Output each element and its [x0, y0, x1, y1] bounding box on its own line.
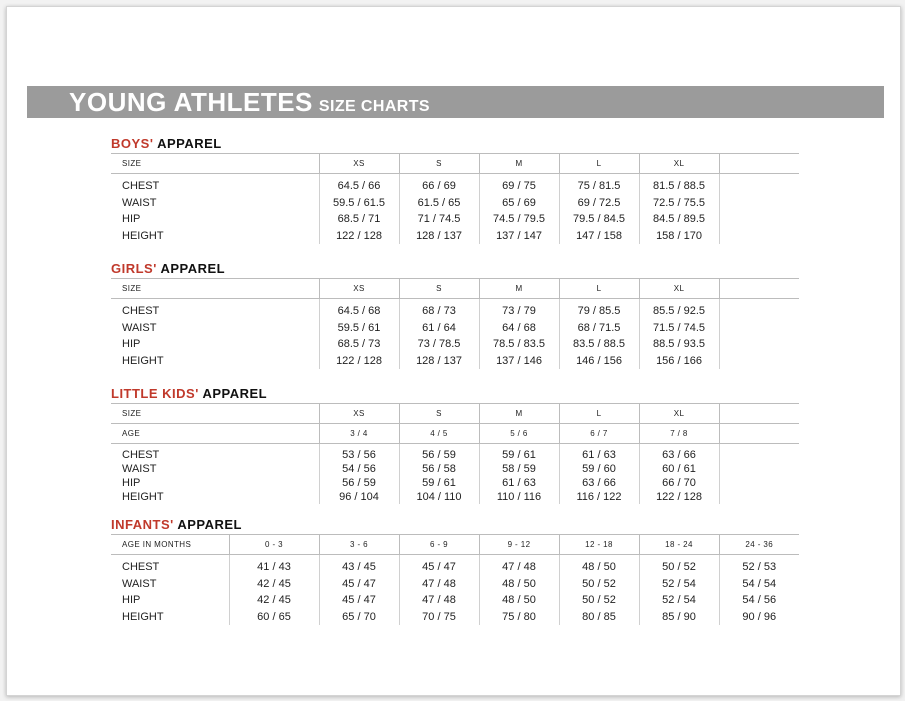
row-label: WAIST: [122, 463, 157, 475]
infants-col-header: 0 - 3: [229, 535, 319, 555]
table-cell: 68 / 71.5: [559, 320, 639, 337]
boys-col-header: M: [479, 154, 559, 174]
table-cell: 53 / 56: [319, 444, 399, 463]
table-cell: 61 / 63: [559, 444, 639, 463]
little-kids-col-header: XL: [639, 404, 719, 424]
table-cell: [719, 174, 799, 195]
table-cell: 96 / 104: [319, 490, 399, 504]
table-cell: 80 / 85: [559, 609, 639, 626]
table-cell: 43 / 45: [319, 555, 399, 576]
table-cell: 71.5 / 74.5: [639, 320, 719, 337]
table-cell: 45 / 47: [319, 592, 399, 609]
little-kids-col-header: L: [559, 404, 639, 424]
little-kids-col-header: M: [479, 404, 559, 424]
table-cell: 61 / 64: [399, 320, 479, 337]
document-page: [6, 6, 901, 696]
table-cell: [719, 320, 799, 337]
row-label: CHEST: [122, 305, 160, 318]
table-cell: 59 / 61: [399, 476, 479, 490]
table-cell: 47 / 48: [399, 592, 479, 609]
table-cell: 54 / 56: [319, 462, 399, 476]
boys-col-header: [719, 154, 799, 174]
table-cell: 50 / 52: [639, 555, 719, 576]
boys-col-header: XL: [639, 154, 719, 174]
table-cell: 60 / 65: [229, 609, 319, 626]
page-title-subtitle: SIZE CHARTS: [318, 98, 430, 115]
infants-col-header: 9 - 12: [479, 535, 559, 555]
table-cell: 60 / 61: [639, 462, 719, 476]
girls-col-header: L: [559, 279, 639, 299]
boys-row-hip: [111, 211, 799, 228]
table-cell: 88.5 / 93.5: [639, 336, 719, 353]
row-label: WAIST: [122, 321, 157, 334]
table-cell: 56 / 58: [399, 462, 479, 476]
infants-header-row: [111, 535, 799, 555]
table-cell: [719, 444, 799, 463]
girls-title-accent: GIRLS': [111, 261, 157, 276]
age-cell: 6 / 7: [559, 424, 639, 444]
little-kids-age-label: AGE: [111, 424, 319, 444]
boys-title-rest: APPAREL: [157, 136, 222, 151]
table-cell: 63 / 66: [559, 476, 639, 490]
table-cell: [719, 211, 799, 228]
girls-col-header: S: [399, 279, 479, 299]
row-label: CHEST: [122, 561, 160, 574]
row-label: CHEST: [122, 180, 160, 193]
row-label: HEIGHT: [122, 610, 164, 623]
table-cell: 52 / 54: [639, 592, 719, 609]
boys-row-waist: [111, 195, 799, 212]
table-cell: 54 / 56: [719, 592, 799, 609]
table-cell: 50 / 52: [559, 592, 639, 609]
table-cell: 64.5 / 68: [319, 299, 399, 320]
girls-header-label: SIZE: [111, 279, 319, 299]
infants-size-table: [111, 534, 799, 625]
table-cell: 75 / 81.5: [559, 174, 639, 195]
table-cell: 71 / 74.5: [399, 211, 479, 228]
girls-col-header: XL: [639, 279, 719, 299]
table-cell: 122 / 128: [639, 490, 719, 504]
girls-col-header: XS: [319, 279, 399, 299]
girls-row-chest: [111, 299, 799, 320]
infants-col-header: 6 - 9: [399, 535, 479, 555]
boys-header-row: [111, 154, 799, 174]
girls-title-rest: APPAREL: [160, 261, 226, 276]
table-cell: 52 / 53: [719, 555, 799, 576]
table-cell: 137 / 147: [479, 228, 559, 245]
little-kids-title-accent: LITTLE KIDS': [111, 386, 199, 401]
girls-row-waist: [111, 320, 799, 337]
table-cell: 79.5 / 84.5: [559, 211, 639, 228]
title-banner: [27, 86, 884, 118]
table-cell: 61.5 / 65: [399, 195, 479, 212]
table-cell: 66 / 69: [399, 174, 479, 195]
infants-row-chest: [111, 555, 799, 576]
row-label: HEIGHT: [122, 229, 164, 242]
table-cell: 61 / 63: [479, 476, 559, 490]
table-cell: 85.5 / 92.5: [639, 299, 719, 320]
little-kids-row-hip: [111, 476, 799, 490]
table-cell: 72.5 / 75.5: [639, 195, 719, 212]
boys-col-header: L: [559, 154, 639, 174]
age-cell: 7 / 8: [639, 424, 719, 444]
table-cell: 59 / 61: [479, 444, 559, 463]
table-cell: 69 / 75: [479, 174, 559, 195]
table-cell: 110 / 116: [479, 490, 559, 504]
row-label: HEIGHT: [122, 491, 164, 503]
boys-title-accent: BOYS': [111, 136, 154, 151]
little-kids-title-rest: APPAREL: [202, 386, 268, 401]
table-cell: 64.5 / 66: [319, 174, 399, 195]
little-kids-header-label: SIZE: [111, 404, 319, 424]
table-cell: [719, 353, 799, 370]
little-kids-age-row: [111, 424, 799, 444]
table-cell: 137 / 146: [479, 353, 559, 370]
row-label: HIP: [122, 213, 141, 226]
table-cell: 59.5 / 61: [319, 320, 399, 337]
table-cell: 81.5 / 88.5: [639, 174, 719, 195]
table-cell: 79 / 85.5: [559, 299, 639, 320]
boys-header-label: SIZE: [111, 154, 319, 174]
table-cell: 70 / 75: [399, 609, 479, 626]
table-cell: 47 / 48: [479, 555, 559, 576]
girls-header-row: [111, 279, 799, 299]
row-label: HIP: [122, 338, 141, 351]
table-cell: 68.5 / 73: [319, 336, 399, 353]
table-cell: 48 / 50: [479, 576, 559, 593]
page-title: [69, 86, 430, 118]
table-cell: 48 / 50: [559, 555, 639, 576]
infants-col-header: 3 - 6: [319, 535, 399, 555]
table-cell: 68 / 73: [399, 299, 479, 320]
table-cell: 50 / 52: [559, 576, 639, 593]
girls-row-hip: [111, 336, 799, 353]
row-label: WAIST: [122, 196, 157, 209]
little-kids-col-header: [719, 404, 799, 424]
table-cell: 45 / 47: [399, 555, 479, 576]
table-cell: 54 / 54: [719, 576, 799, 593]
table-cell: 66 / 70: [639, 476, 719, 490]
table-cell: 58 / 59: [479, 462, 559, 476]
little-kids-col-header: XS: [319, 404, 399, 424]
table-cell: 41 / 43: [229, 555, 319, 576]
little-kids-row-waist: [111, 462, 799, 476]
row-label: WAIST: [122, 577, 157, 590]
girls-section-title: [111, 261, 225, 276]
little-kids-header-row: [111, 404, 799, 424]
table-cell: 52 / 54: [639, 576, 719, 593]
table-cell: 158 / 170: [639, 228, 719, 245]
table-cell: 47 / 48: [399, 576, 479, 593]
row-label: HIP: [122, 594, 141, 607]
table-cell: [719, 228, 799, 245]
row-label: HEIGHT: [122, 354, 164, 367]
table-cell: 73 / 79: [479, 299, 559, 320]
table-cell: 116 / 122: [559, 490, 639, 504]
table-cell: 65 / 70: [319, 609, 399, 626]
age-cell: 5 / 6: [479, 424, 559, 444]
age-cell: 3 / 4: [319, 424, 399, 444]
table-cell: 65 / 69: [479, 195, 559, 212]
table-cell: [719, 462, 799, 476]
infants-row-height: [111, 609, 799, 626]
little-kids-size-table: [111, 403, 799, 504]
table-cell: 56 / 59: [319, 476, 399, 490]
table-cell: 128 / 137: [399, 353, 479, 370]
little-kids-col-header: S: [399, 404, 479, 424]
table-cell: 74.5 / 79.5: [479, 211, 559, 228]
girls-col-header: M: [479, 279, 559, 299]
table-cell: [719, 299, 799, 320]
little-kids-row-height: [111, 490, 799, 504]
table-cell: [719, 476, 799, 490]
infants-row-waist: [111, 576, 799, 593]
table-cell: 42 / 45: [229, 576, 319, 593]
table-cell: 156 / 166: [639, 353, 719, 370]
boys-col-header: XS: [319, 154, 399, 174]
infants-title-accent: INFANTS': [111, 517, 174, 532]
infants-title-rest: APPAREL: [177, 517, 242, 532]
age-cell: [719, 424, 799, 444]
table-cell: 68.5 / 71: [319, 211, 399, 228]
table-cell: [719, 336, 799, 353]
page-title-main: YOUNG ATHLETES: [69, 87, 313, 117]
table-cell: 83.5 / 88.5: [559, 336, 639, 353]
table-cell: 85 / 90: [639, 609, 719, 626]
table-cell: 63 / 66: [639, 444, 719, 463]
row-label: HIP: [122, 477, 141, 489]
table-cell: 90 / 96: [719, 609, 799, 626]
table-cell: 75 / 80: [479, 609, 559, 626]
infants-header-label: AGE IN MONTHS: [111, 535, 229, 555]
boys-row-height: [111, 228, 799, 245]
table-cell: 56 / 59: [399, 444, 479, 463]
table-cell: 69 / 72.5: [559, 195, 639, 212]
boys-row-chest: [111, 174, 799, 195]
table-cell: 84.5 / 89.5: [639, 211, 719, 228]
table-cell: 122 / 128: [319, 353, 399, 370]
girls-col-header: [719, 279, 799, 299]
table-cell: 128 / 137: [399, 228, 479, 245]
table-cell: 45 / 47: [319, 576, 399, 593]
table-cell: 48 / 50: [479, 592, 559, 609]
table-cell: [719, 195, 799, 212]
boys-section-title: [111, 136, 222, 151]
table-cell: 78.5 / 83.5: [479, 336, 559, 353]
boys-col-header: S: [399, 154, 479, 174]
little-kids-section-title: [111, 386, 267, 401]
table-cell: 59.5 / 61.5: [319, 195, 399, 212]
girls-row-height: [111, 353, 799, 370]
table-cell: [719, 490, 799, 504]
infants-col-header: 24 - 36: [719, 535, 799, 555]
infants-row-hip: [111, 592, 799, 609]
little-kids-row-chest: [111, 444, 799, 463]
age-cell: 4 / 5: [399, 424, 479, 444]
table-cell: 42 / 45: [229, 592, 319, 609]
table-cell: 147 / 158: [559, 228, 639, 245]
girls-size-table: [111, 278, 799, 369]
boys-size-table: [111, 153, 799, 244]
table-cell: 104 / 110: [399, 490, 479, 504]
table-cell: 64 / 68: [479, 320, 559, 337]
row-label: CHEST: [122, 449, 160, 461]
infants-section-title: [111, 517, 242, 532]
infants-col-header: 18 - 24: [639, 535, 719, 555]
table-cell: 73 / 78.5: [399, 336, 479, 353]
infants-col-header: 12 - 18: [559, 535, 639, 555]
table-cell: 122 / 128: [319, 228, 399, 245]
table-cell: 59 / 60: [559, 462, 639, 476]
table-cell: 146 / 156: [559, 353, 639, 370]
